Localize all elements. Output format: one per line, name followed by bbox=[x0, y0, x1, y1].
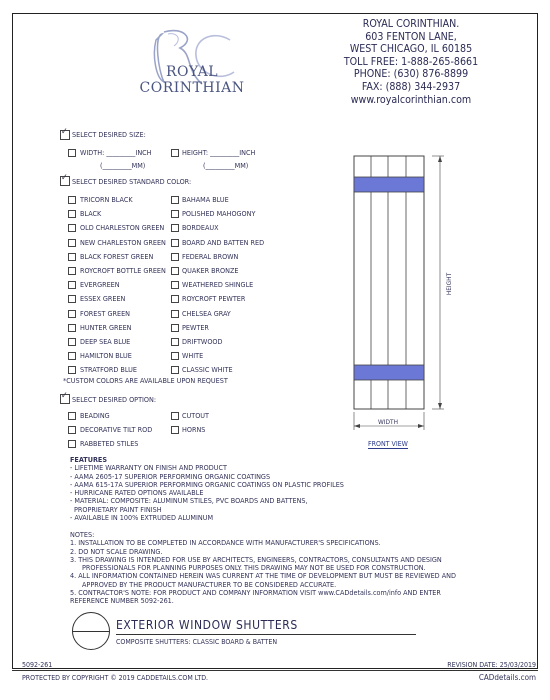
color-checkbox[interactable] bbox=[68, 366, 76, 374]
notes-header: NOTES: bbox=[70, 530, 95, 539]
option-label-cutout: CUTOUT bbox=[182, 411, 209, 420]
note-line: 1. INSTALLATION TO BE COMPLETED IN ACCORDANCE WITH MANUFACTURER'S SPECIFICATIONS. bbox=[70, 538, 381, 548]
color-option-label: ROYCROFT BOTTLE GREEN bbox=[80, 266, 166, 275]
color-section-checkbox[interactable] bbox=[60, 176, 70, 186]
color-option-label: CHELSEA GRAY bbox=[182, 308, 231, 318]
color-checkbox[interactable] bbox=[171, 224, 179, 232]
color-option-label: BLACK FOREST GREEN bbox=[80, 251, 154, 261]
color-option-label: FOREST GREEN bbox=[80, 308, 131, 318]
features-block bbox=[70, 456, 344, 522]
option-section-checkbox[interactable] bbox=[60, 394, 70, 404]
width-mm-label: (_________MM) bbox=[100, 161, 146, 170]
width-dimension-label: WIDTH bbox=[378, 418, 398, 426]
color-option-label: WHITE bbox=[182, 351, 204, 361]
color-option-label: PEWTER bbox=[182, 322, 209, 332]
note-line: 3. THIS DRAWING IS INTENDED FOR USE BY ARCHITECTS, ENGINEERS, CONTRACTORS, CONSULTANTS AND DESIGN bbox=[70, 554, 442, 564]
title-underline bbox=[116, 634, 416, 635]
color-option-label: STRATFORD BLUE bbox=[80, 365, 137, 375]
front-view-label: FRONT VIEW bbox=[368, 440, 408, 448]
color-checkbox[interactable] bbox=[68, 338, 76, 346]
color-checkbox[interactable] bbox=[171, 239, 179, 247]
copyright-text: PROTECTED BY COPYRIGHT © 2019 CADDETAILS.COM LTD. bbox=[22, 674, 209, 682]
option-label-beading: BEADING bbox=[80, 411, 110, 420]
company-logo bbox=[122, 26, 262, 98]
option-checkbox-beading[interactable] bbox=[68, 412, 76, 420]
note-line: PROFESSIONALS FOR PLANNING PURPOSES ONLY. THIS DRAWING MAY NOT BE USED FOR CONSTRUCTION. bbox=[82, 563, 426, 573]
color-checkbox[interactable] bbox=[171, 295, 179, 303]
option-label-horns: HORNS bbox=[182, 425, 206, 434]
color-checkbox[interactable] bbox=[68, 196, 76, 204]
color-checkbox[interactable] bbox=[171, 281, 179, 289]
feature-line: - MATERIAL: COMPOSITE: ALUMINUM STILES, PVC BOARDS AND BATTENS, bbox=[70, 496, 308, 506]
caddetails-link[interactable]: CADdetails.com bbox=[478, 673, 536, 682]
width-checkbox[interactable] bbox=[68, 149, 76, 157]
size-section-checkbox[interactable] bbox=[60, 130, 70, 140]
drawing-subtitle: COMPOSITE SHUTTERS: CLASSIC BOARD & BATTEN bbox=[116, 638, 278, 646]
color-option-label: CLASSIC WHITE bbox=[182, 365, 233, 375]
color-checkbox[interactable] bbox=[171, 352, 179, 360]
feature-line: - HURRICANE RATED OPTIONS AVAILABLE bbox=[70, 488, 204, 498]
color-option-label: WEATHERED SHINGLE bbox=[182, 280, 254, 290]
color-checkbox[interactable] bbox=[68, 352, 76, 360]
color-section-header: SELECT DESIRED STANDARD COLOR: bbox=[72, 177, 192, 186]
option-checkbox-cutout[interactable] bbox=[171, 412, 179, 420]
color-checkbox[interactable] bbox=[68, 281, 76, 289]
footer-divider bbox=[12, 670, 538, 671]
note-line: 2. DO NOT SCALE DRAWING. bbox=[70, 546, 163, 556]
company-address bbox=[316, 18, 506, 106]
shutter-front-view bbox=[340, 150, 475, 450]
address-line: WEST CHICAGO, IL 60185 bbox=[349, 43, 473, 56]
color-checkbox[interactable] bbox=[68, 239, 76, 247]
drawing-title: EXTERIOR WINDOW SHUTTERS bbox=[116, 618, 298, 632]
option-label-rabbeted: RABBETED STILES bbox=[80, 439, 139, 448]
option-checkbox-horns[interactable] bbox=[171, 426, 179, 434]
color-option-label: NEW CHARLESTON GREEN bbox=[80, 237, 166, 247]
color-option-label: QUAKER BRONZE bbox=[182, 266, 239, 275]
note-line: 5. CONTRACTOR'S NOTE: FOR PRODUCT AND COMPANY INFORMATION VISIT www.CADdetails.com/info AND ENTER bbox=[70, 588, 441, 598]
color-checkbox[interactable] bbox=[171, 253, 179, 261]
option-section-header: SELECT DESIRED OPTION: bbox=[72, 395, 157, 404]
option-checkbox-tilt-rod[interactable] bbox=[68, 426, 76, 434]
reference-number: 5092-261 bbox=[22, 661, 53, 669]
color-option-label: HAMILTON BLUE bbox=[80, 351, 132, 361]
color-checkbox[interactable] bbox=[68, 295, 76, 303]
color-checkbox[interactable] bbox=[171, 366, 179, 374]
color-option-label: POLISHED MAHOGONY bbox=[182, 209, 256, 219]
notes-block bbox=[70, 531, 456, 606]
note-line: APPROVED BY THE PRODUCT MANUFACTURER TO BE CONSIDERED ACCURATE. bbox=[82, 579, 337, 589]
address-line: ROYAL CORINTHIAN. bbox=[362, 18, 460, 30]
address-line: 603 FENTON LANE, bbox=[365, 30, 457, 43]
color-option-label: ROYCROFT PEWTER bbox=[182, 294, 246, 304]
detail-callout-icon bbox=[72, 612, 110, 650]
feature-line: - AAMA 2605-17 SUPERIOR PERFORMING ORGANIC COATINGS bbox=[70, 471, 271, 481]
color-option-label: EVERGREEN bbox=[80, 280, 120, 290]
color-checkbox[interactable] bbox=[171, 267, 179, 275]
custom-colors-note: *CUSTOM COLORS ARE AVAILABLE UPON REQUEST bbox=[63, 376, 228, 385]
address-line: PHONE: (630) 876-8899 bbox=[353, 68, 469, 81]
color-checkbox[interactable] bbox=[68, 324, 76, 332]
top-batten bbox=[354, 177, 424, 192]
color-option-label: BORDEAUX bbox=[182, 223, 219, 233]
color-option-label: DEEP SEA BLUE bbox=[80, 337, 131, 346]
note-line: REFERENCE NUMBER 5092-261. bbox=[70, 596, 174, 606]
feature-line: PROPRIETARY PAINT FINISH bbox=[74, 504, 162, 514]
size-section-header: SELECT DESIRED SIZE: bbox=[72, 130, 146, 139]
color-checkbox[interactable] bbox=[171, 324, 179, 332]
width-field-label: WIDTH: _________INCH bbox=[80, 148, 152, 157]
color-checkbox[interactable] bbox=[68, 267, 76, 275]
height-checkbox[interactable] bbox=[171, 149, 179, 157]
color-option-label: BAHAMA BLUE bbox=[182, 195, 229, 204]
color-option-label: TRICORN BLACK bbox=[80, 195, 133, 204]
height-field-label: HEIGHT: _________INCH bbox=[182, 148, 256, 157]
option-checkbox-rabbeted[interactable] bbox=[68, 440, 76, 448]
feature-line: - AAMA 615-17A SUPERIOR PERFORMING ORGANIC COATINGS ON PLASTIC PROFILES bbox=[70, 479, 344, 489]
color-option-label: FEDERAL BROWN bbox=[182, 251, 239, 261]
feature-line: - LIFETIME WARRANTY ON FINISH AND PRODUCT bbox=[70, 463, 227, 473]
color-checkbox[interactable] bbox=[68, 253, 76, 261]
address-line: TOLL FREE: 1-888-265-8661 bbox=[343, 55, 479, 68]
color-checkbox[interactable] bbox=[68, 210, 76, 218]
height-mm-label: (_________MM) bbox=[203, 161, 249, 170]
revision-date: REVISION DATE: 25/03/2019 bbox=[447, 661, 536, 669]
color-checkbox[interactable] bbox=[171, 210, 179, 218]
logo-wordmark: ROYAL CORINTHIAN bbox=[139, 64, 245, 96]
color-option-label: OLD CHARLESTON GREEN bbox=[80, 223, 165, 233]
color-checkbox[interactable] bbox=[171, 338, 179, 346]
color-checkbox[interactable] bbox=[171, 310, 179, 318]
note-line: 4. ALL INFORMATION CONTAINED HEREIN WAS CURRENT AT THE TIME OF DEVELOPMENT BUT MUST BE REVIEWED AND bbox=[70, 571, 456, 581]
color-option-label: BOARD AND BATTEN RED bbox=[182, 237, 265, 247]
color-option-label: ESSEX GREEN bbox=[80, 294, 126, 304]
color-option-label: DRIFTWOOD bbox=[182, 337, 223, 346]
color-checkbox[interactable] bbox=[171, 196, 179, 204]
color-checkbox[interactable] bbox=[68, 224, 76, 232]
bottom-batten bbox=[354, 365, 424, 380]
color-option-label: HUNTER GREEN bbox=[80, 322, 132, 332]
address-line: FAX: (888) 344-2937 bbox=[361, 80, 461, 93]
color-checkbox[interactable] bbox=[68, 310, 76, 318]
features-header: FEATURES bbox=[70, 455, 107, 464]
height-dimension-label: HEIGHT bbox=[445, 272, 454, 296]
color-option-label: BLACK bbox=[80, 209, 102, 219]
feature-line: - AVAILABLE IN 100% EXTRUDED ALUMINUM bbox=[70, 513, 214, 523]
option-label-tilt-rod: DECORATIVE TILT ROD bbox=[80, 425, 153, 434]
website-link[interactable]: www.royalcorinthian.com bbox=[350, 93, 472, 106]
